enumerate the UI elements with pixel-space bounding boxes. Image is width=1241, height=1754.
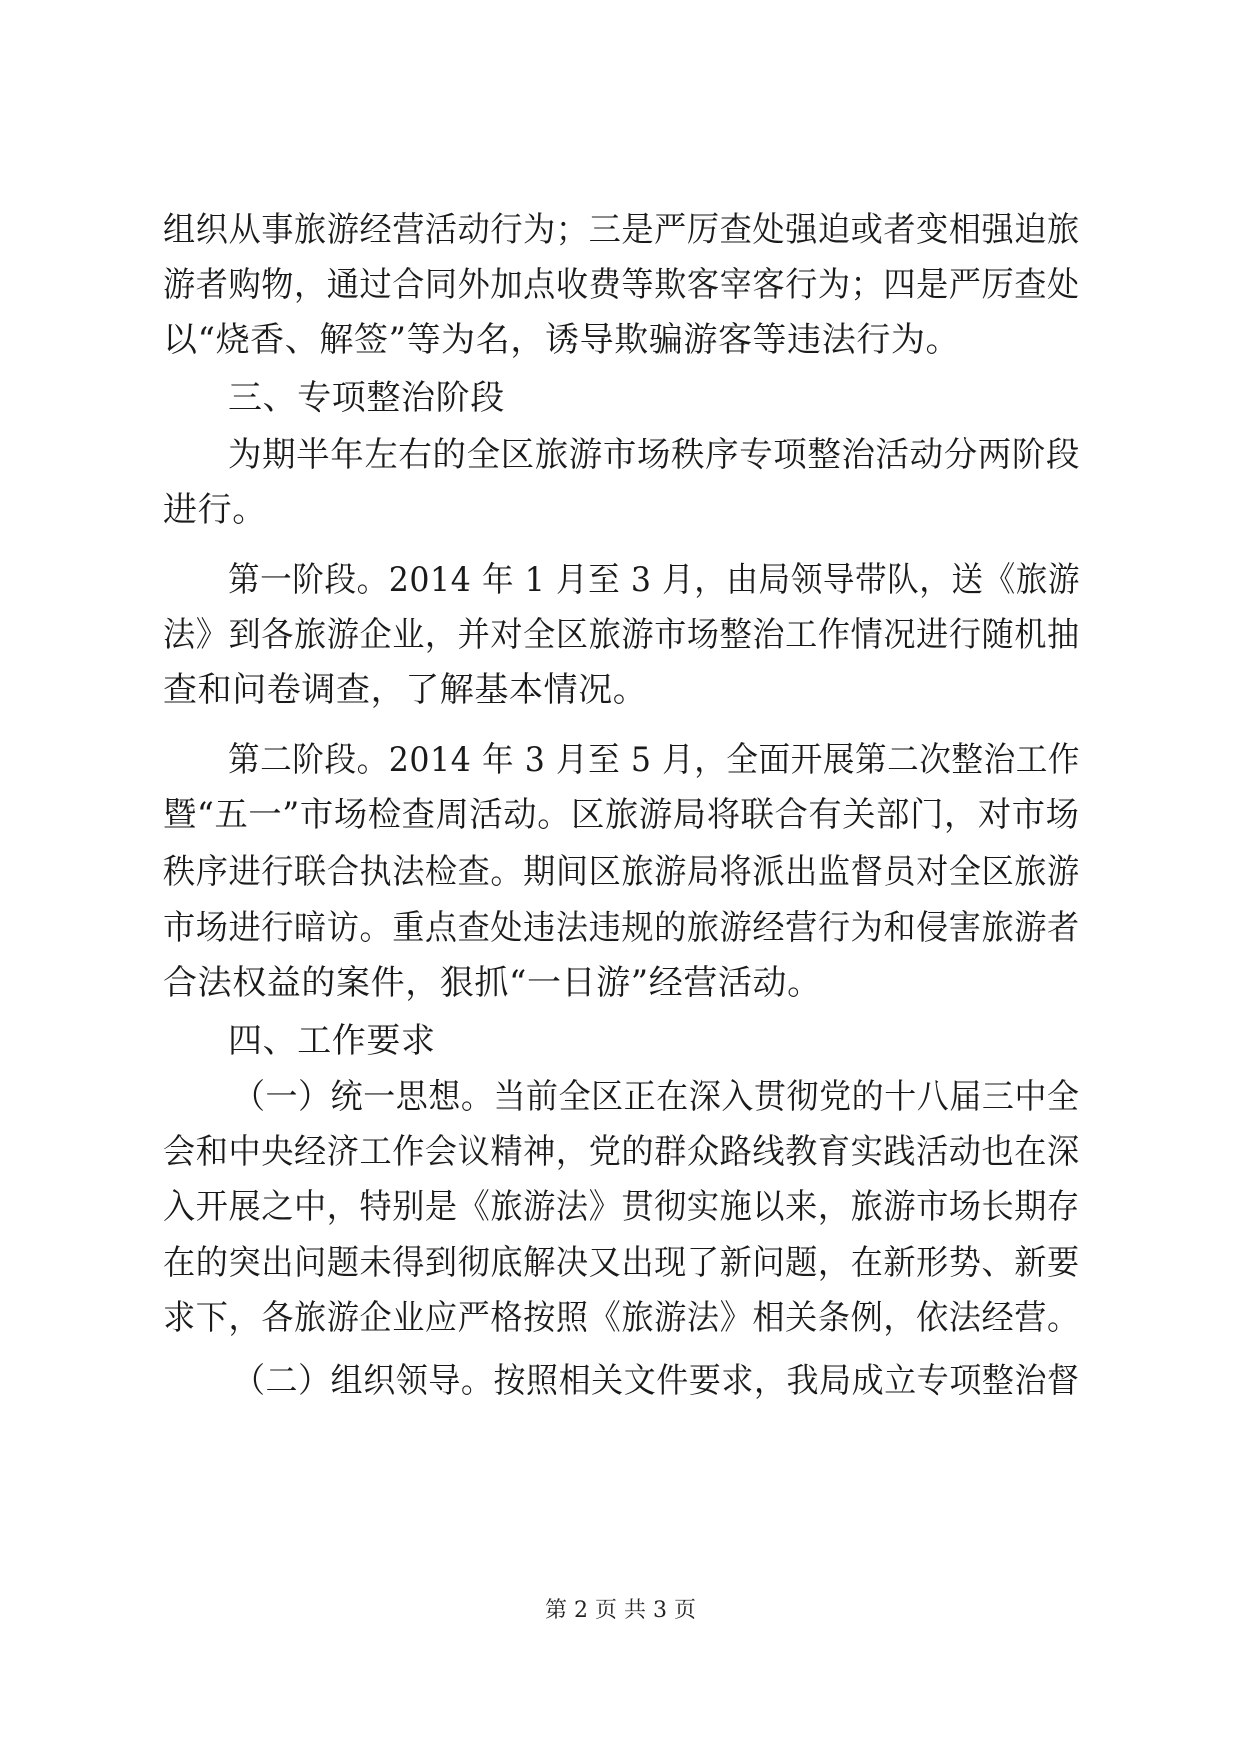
text-line: 以“烧香、解签”等为名，诱导欺骗游客等违法行为。: [163, 320, 961, 360]
text-line: 秩序进行联合执法检查。期间区旅游局将派出监督员对全区旅游: [163, 852, 1080, 892]
text-line: 法》到各旅游企业，并对全区旅游市场整治工作情况进行随机抽: [163, 615, 1080, 655]
text-line: 暨“五一”市场检查周活动。区旅游局将联合有关部门，对市场: [163, 795, 1080, 835]
text-line: 入开展之中，特别是《旅游法》贯彻实施以来，旅游市场长期存: [163, 1187, 1080, 1227]
text-line: 第二阶段。2014 年 3 月至 5 月，全面开展第二次整治工作: [228, 740, 1081, 780]
text-line: 游者购物，通过合同外加点收费等欺客宰客行为；四是严厉查处: [163, 265, 1080, 305]
text-line: 进行。: [163, 490, 267, 530]
text-line: 组织从事旅游经营活动行为；三是严厉查处强迫或者变相强迫旅: [163, 210, 1080, 250]
text-line: 为期半年左右的全区旅游市场秩序专项整治活动分两阶段: [228, 435, 1081, 475]
text-line: 求下，各旅游企业应严格按照《旅游法》相关条例，依法经营。: [163, 1298, 1080, 1338]
text-line: 市场进行暗访。重点查处违法违规的旅游经营行为和侵害旅游者: [163, 908, 1080, 948]
text-line: 会和中央经济工作会议精神，党的群众路线教育实践活动也在深: [163, 1132, 1080, 1172]
text-line: 合法权益的案件，狠抓“一日游”经营活动。: [163, 963, 822, 1003]
text-line: 第一阶段。2014 年 1 月至 3 月，由局领导带队，送《旅游: [228, 560, 1081, 600]
text-line: 在的突出问题未得到彻底解决又出现了新问题，在新形势、新要: [163, 1243, 1080, 1283]
page-number-footer: 第 2 页 共 3 页: [545, 1598, 696, 1623]
text-line: （一）统一思想。当前全区正在深入贯彻党的十八届三中全: [233, 1077, 1080, 1117]
text-line: 查和问卷调查，了解基本情况。: [163, 670, 648, 710]
section-heading: 四、工作要求: [228, 1021, 436, 1061]
text-line: （二）组织领导。按照相关文件要求，我局成立专项整治督: [233, 1361, 1080, 1401]
section-heading: 三、专项整治阶段: [228, 378, 505, 418]
